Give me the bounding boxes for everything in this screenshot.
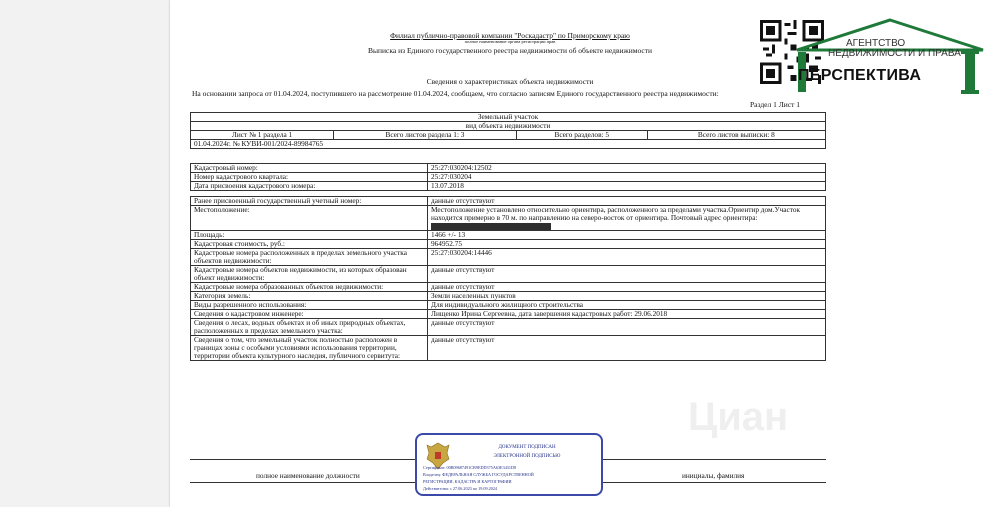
- stamp-owner-1: Владелец: ФЕДЕРАЛЬНАЯ СЛУЖБА ГОСУДАРСТВЕННОЙ: [423, 472, 534, 477]
- logo-brand: ПЕРСПЕКТИВА: [798, 67, 922, 84]
- org-caption: полное наименование органа регистрации прав: [464, 39, 556, 44]
- stamp-validity: Действителен: с 27.06.2023 по 19.09.2024: [423, 486, 498, 491]
- row-value: 13.07.2018: [428, 182, 826, 191]
- row-label: Площадь:: [191, 231, 428, 240]
- row-label: Номер кадастрового квартала:: [191, 173, 428, 182]
- sheets-in-section-cell: Всего листов раздела 1: 3: [334, 131, 517, 140]
- row-label: Кадастровые номера образованных объектов недвижимости:: [191, 283, 428, 292]
- row-value: 25:27:030204:14446: [428, 249, 826, 266]
- row-value: 1466 +/- 13: [428, 231, 826, 240]
- table-row: [191, 336, 826, 361]
- stamp-line-1: ДОКУМЕНТ ПОДПИСАН: [498, 445, 556, 450]
- row-value: данные отсутствуют: [428, 197, 826, 206]
- position-caption: полное наименование должности: [256, 471, 360, 480]
- watermark-text: Циан: [688, 395, 789, 439]
- row-value: 25:27:030204: [428, 173, 826, 182]
- sheet-cell: Лист № 1 раздела 1: [191, 131, 334, 140]
- logo-line-2: НЕДВИЖИМОСТИ И ПРАВА: [828, 48, 961, 59]
- row-label: Ранее присвоенный государственный учетный номер:: [191, 197, 428, 206]
- table-row: [191, 206, 826, 231]
- row-value: данные отсутствуют: [428, 336, 826, 361]
- row-label: Виды разрешенного использования:: [191, 301, 428, 310]
- object-type: Земельный участок: [191, 113, 826, 122]
- row-value: Земли населенных пунктов: [428, 292, 826, 301]
- request-number: 01.04.2024г. № КУВИ-001/2024-89984765: [191, 140, 826, 149]
- row-label: Сведения о том, что земельный участок полностью расположен в границах зоны с особыми условиями использования территории, территории объекта культурного наследия, публичного сервитута:: [191, 336, 428, 361]
- object-header-table: [190, 112, 826, 149]
- stamp-owner-2: РЕГИСТРАЦИИ, КАДАСТРА И КАРТОГРАФИИ: [423, 479, 512, 484]
- table-row: [191, 319, 826, 336]
- row-label: Местоположение:: [191, 206, 428, 231]
- row-label: Сведения о лесах, водных объектах и об иных природных объектах, расположенных в пределах земельного участка:: [191, 319, 428, 336]
- row-value: Для индивидуального жилищного строительства: [428, 301, 826, 310]
- table-row: [191, 231, 826, 240]
- table-row: [191, 249, 826, 266]
- row-value: данные отсутствуют: [428, 283, 826, 292]
- sheet-number: Раздел 1 Лист 1: [750, 100, 801, 109]
- sheets-total-cell: Всего листов выписки: 8: [647, 131, 825, 140]
- basis-text: На основании запроса от 01.04.2024, поступившего на рассмотрение 01.04.2024, сообщаем, что согласно записям Единого государственного реестра недвижимости:: [192, 89, 719, 98]
- row-value: 964952.75: [428, 240, 826, 249]
- org-name: Филиал публично-правовой компании "Роскадастр" по Приморскому краю: [390, 31, 630, 40]
- redaction-block: [431, 223, 551, 230]
- object-type-caption: вид объекта недвижимости: [191, 122, 826, 131]
- stamp-certificate: Сертификат: 00B09687491CB9EDD375A63E3431D8: [423, 465, 517, 470]
- row-label: Кадастровая стоимость, руб.:: [191, 240, 428, 249]
- logo-line-1: АГЕНТСТВО: [846, 38, 906, 49]
- sections-cell: Всего разделов: 5: [516, 131, 647, 140]
- row-value: Лищенко Ирина Сергеевна, дата завершения кадастровых работ: 29.06.2018: [428, 310, 826, 319]
- e-signature-stamp: [415, 433, 603, 496]
- row-value: [428, 206, 826, 231]
- row-label: Дата присвоения кадастрового номера:: [191, 182, 428, 191]
- row-label: Кадастровый номер:: [191, 164, 428, 173]
- row-value: данные отсутствуют: [428, 319, 826, 336]
- characteristics-table: [190, 163, 826, 361]
- stamp-line-2: ЭЛЕКТРОННОЙ ПОДПИСЬЮ: [493, 454, 561, 459]
- extract-title: Выписка из Единого государственного реестра недвижимости об объекте недвижимости: [367, 46, 653, 55]
- table-row: [191, 182, 826, 191]
- name-caption: инициалы, фамилия: [682, 471, 745, 480]
- row-label: Категория земель:: [191, 292, 428, 301]
- location-text: Местоположение установлено относительно ориентира, расположенного за пределами участка.Ориентир дом.Участок находится примерно в 70 м. по направлению на северо-восток от ориентира. Почтовый адрес ориентира:: [431, 205, 801, 222]
- row-label: Сведения о кадастровом инженере:: [191, 310, 428, 319]
- row-label: Кадастровые номера объектов недвижимости, из которых образован объект недвижимости:: [191, 266, 428, 283]
- section-title: Сведения о характеристиках объекта недвижимости: [426, 77, 594, 86]
- row-label: Кадастровые номера расположенных в пределах земельного участка объектов недвижимости:: [191, 249, 428, 266]
- table-row: [191, 266, 826, 283]
- row-value: данные отсутствуют: [428, 266, 826, 283]
- row-value: 25:27:030204:12502: [428, 164, 826, 173]
